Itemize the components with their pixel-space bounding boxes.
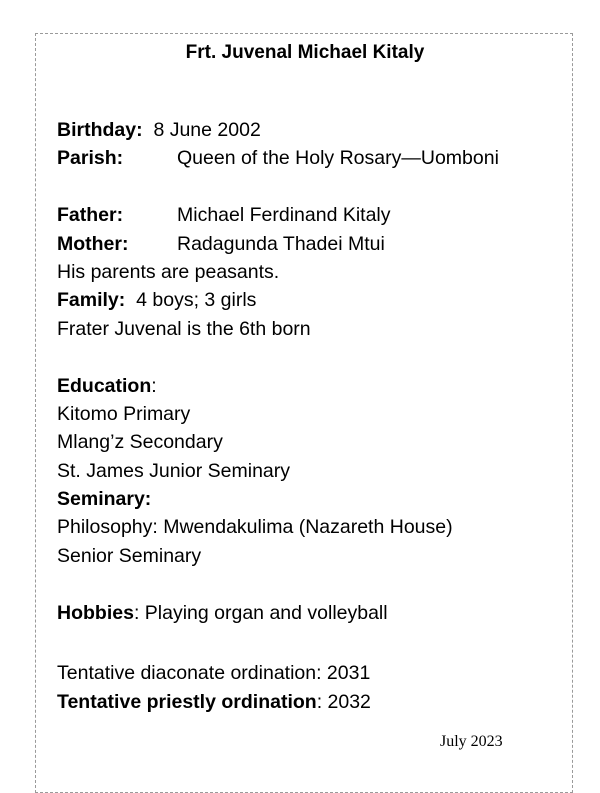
spacer bbox=[57, 627, 499, 655]
education-item: St. James Junior Seminary bbox=[57, 459, 291, 482]
parents-note: His parents are peasants. bbox=[57, 260, 280, 283]
education-colon: : bbox=[151, 374, 157, 397]
seminary-item: Philosophy: Mwendakulima (Nazareth House) bbox=[57, 516, 453, 539]
education-item: Mlang’z Secondary bbox=[57, 431, 223, 454]
birthday-value: 8 June 2002 bbox=[153, 119, 261, 141]
spacer bbox=[57, 173, 499, 201]
education-label: Education bbox=[57, 374, 152, 397]
father-value: Michael Ferdinand Kitaly bbox=[177, 204, 391, 227]
seminary-label: Seminary: bbox=[57, 488, 152, 511]
profile-title: Frt. Juvenal Michael Kitaly bbox=[185, 42, 425, 63]
father-label: Father: bbox=[57, 204, 124, 227]
seminary-heading bbox=[57, 485, 499, 513]
hobbies-label: Hobbies bbox=[57, 601, 134, 624]
priestly-value: : 2032 bbox=[316, 690, 371, 713]
seminary-item: Senior Seminary bbox=[57, 544, 202, 567]
hobbies-value: : Playing organ and volleyball bbox=[133, 601, 388, 624]
hobbies-row bbox=[57, 599, 499, 627]
parish-label: Parish: bbox=[57, 147, 124, 170]
family-row bbox=[57, 286, 499, 314]
education-item: Kitomo Primary bbox=[57, 402, 191, 425]
priestly-row bbox=[57, 688, 499, 716]
mother-row bbox=[57, 230, 499, 258]
father-row bbox=[57, 201, 499, 229]
document-date: July 2023 bbox=[440, 733, 503, 750]
spacer bbox=[57, 343, 499, 371]
birthday-row bbox=[57, 116, 499, 144]
parish-row bbox=[57, 144, 499, 172]
mother-value: Radagunda Thadei Mtui bbox=[177, 232, 385, 255]
mother-label: Mother: bbox=[57, 232, 129, 255]
priestly-label: Tentative priestly ordination bbox=[57, 690, 317, 713]
parish-value: Queen of the Holy Rosary—Uomboni bbox=[177, 147, 499, 170]
spacer bbox=[57, 570, 499, 598]
birth-order: Frater Juvenal is the 6th born bbox=[57, 317, 311, 340]
profile-card bbox=[35, 33, 573, 793]
family-value: 4 boys; 3 girls bbox=[136, 289, 257, 312]
family-label: Family: bbox=[57, 289, 126, 312]
profile-content bbox=[57, 116, 499, 716]
diaconate-ordination: Tentative diaconate ordination: 2031 bbox=[57, 662, 371, 685]
education-heading bbox=[57, 372, 499, 400]
birthday-label: Birthday: bbox=[57, 119, 143, 141]
